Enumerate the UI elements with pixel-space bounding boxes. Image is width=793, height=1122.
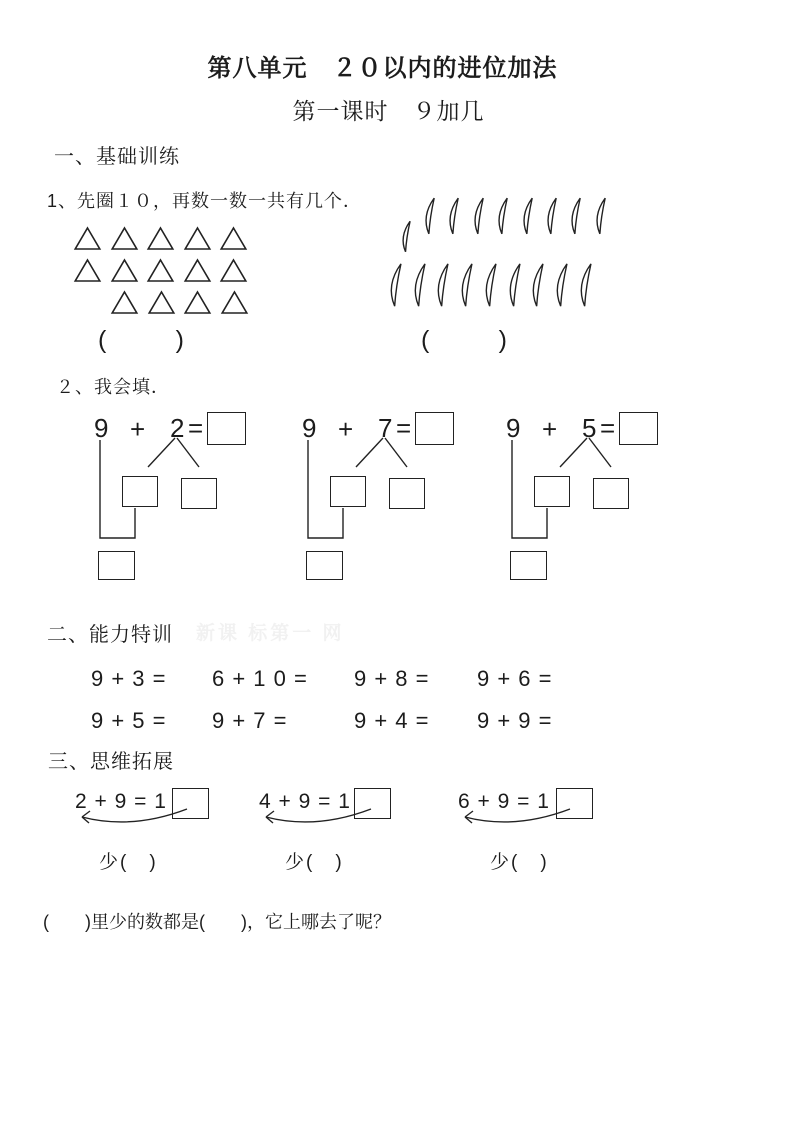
- triangle-icon: [74, 226, 101, 251]
- moon-icon: [568, 197, 584, 235]
- less-hint: 少( ): [490, 852, 549, 873]
- triangle-icon: [111, 258, 138, 283]
- bond-lines: [506, 430, 656, 560]
- paren-open: (: [98, 326, 107, 354]
- page-title: 第八单元 ２０以内的进位加法: [207, 55, 558, 82]
- triangle-icon: [111, 226, 138, 251]
- triangle-icon: [220, 226, 247, 251]
- thinking-equation: 4 + 9 = 1: [259, 790, 351, 813]
- ability-equation: 9 + 3 =: [91, 666, 167, 691]
- less-hint: 少( ): [99, 852, 158, 873]
- thinking-equation: 2 + 9 = 1: [75, 790, 167, 813]
- paren-open: (: [421, 326, 430, 354]
- triangle-icon: [111, 290, 138, 315]
- triangle-icon: [147, 226, 174, 251]
- section-thinking-header: 三、思维拓展: [48, 751, 174, 773]
- addend-2: 7: [378, 413, 393, 443]
- moon-icon: [411, 262, 429, 308]
- thinking-equation: 6 + 9 = 1: [458, 790, 550, 813]
- moon-icon: [471, 197, 487, 235]
- triangle-icon: [221, 290, 248, 315]
- paren-close: ): [175, 326, 184, 354]
- equals-sign: =: [188, 413, 204, 443]
- carry-arrow: [261, 808, 373, 830]
- ability-equation: 9 + 6 =: [477, 666, 553, 691]
- triangle-icon: [148, 290, 175, 315]
- bond-lines: [302, 430, 452, 560]
- bond-lines: [94, 430, 244, 560]
- triangle-icon: [220, 258, 247, 283]
- answer-blank-moons: [421, 326, 507, 355]
- addend-1: 9: [302, 413, 317, 443]
- moon-icon: [529, 262, 547, 308]
- moon-icon: [593, 197, 609, 235]
- carry-arrow: [77, 808, 189, 830]
- ability-equation: 9 + 7 =: [212, 708, 288, 733]
- less-hint: 少( ): [285, 852, 344, 873]
- plus-sign: +: [130, 414, 146, 444]
- triangle-icon: [184, 226, 211, 251]
- paren-close: ): [498, 326, 507, 354]
- moon-icon: [458, 262, 476, 308]
- ability-equation: 6 + 1 0 =: [212, 666, 308, 691]
- moon-icon: [400, 215, 413, 258]
- moon-icon: [434, 262, 452, 308]
- moon-icon: [422, 197, 438, 235]
- addend-1: 9: [94, 413, 109, 443]
- moon-icon: [482, 262, 500, 308]
- moon-icon: [446, 197, 462, 235]
- question1-label: 1、先圈１０，再数一数一共有几个．: [47, 191, 363, 211]
- equals-sign: =: [600, 413, 616, 443]
- page-subtitle: 第一课时 ９加几: [292, 98, 485, 124]
- addend-1: 9: [506, 413, 521, 443]
- equals-sign: =: [396, 413, 412, 443]
- triangle-icon: [184, 290, 211, 315]
- triangle-icon: [184, 258, 211, 283]
- addend-2: 2: [170, 413, 185, 443]
- plus-sign: +: [338, 414, 354, 444]
- ability-equation: 9 + 5 =: [91, 708, 167, 733]
- carry-arrow: [460, 808, 572, 830]
- ability-equation: 9 + 4 =: [354, 708, 430, 733]
- ability-equation: 9 + 8 =: [354, 666, 430, 691]
- section-ability-header: 二、能力特训: [47, 624, 173, 646]
- thinking-footer: ( )里少的数都是( )，它上哪去了呢？: [43, 912, 391, 932]
- watermark: 新课 标第一 网: [196, 623, 345, 644]
- moon-icon: [544, 197, 560, 235]
- triangle-icon: [147, 258, 174, 283]
- moon-icon: [577, 262, 595, 308]
- moon-icon: [495, 197, 511, 235]
- answer-blank-triangles: [98, 326, 184, 355]
- plus-sign: +: [542, 414, 558, 444]
- question2-label: ２、我会填．: [56, 377, 170, 397]
- moon-icon: [553, 262, 571, 308]
- moon-icon: [387, 262, 405, 308]
- addend-2: 5: [582, 413, 597, 443]
- moon-icon: [520, 197, 536, 235]
- moon-icon: [506, 262, 524, 308]
- section-basic-header: 一、基础训练: [54, 146, 180, 168]
- triangle-icon: [74, 258, 101, 283]
- ability-equation: 9 + 9 =: [477, 708, 553, 733]
